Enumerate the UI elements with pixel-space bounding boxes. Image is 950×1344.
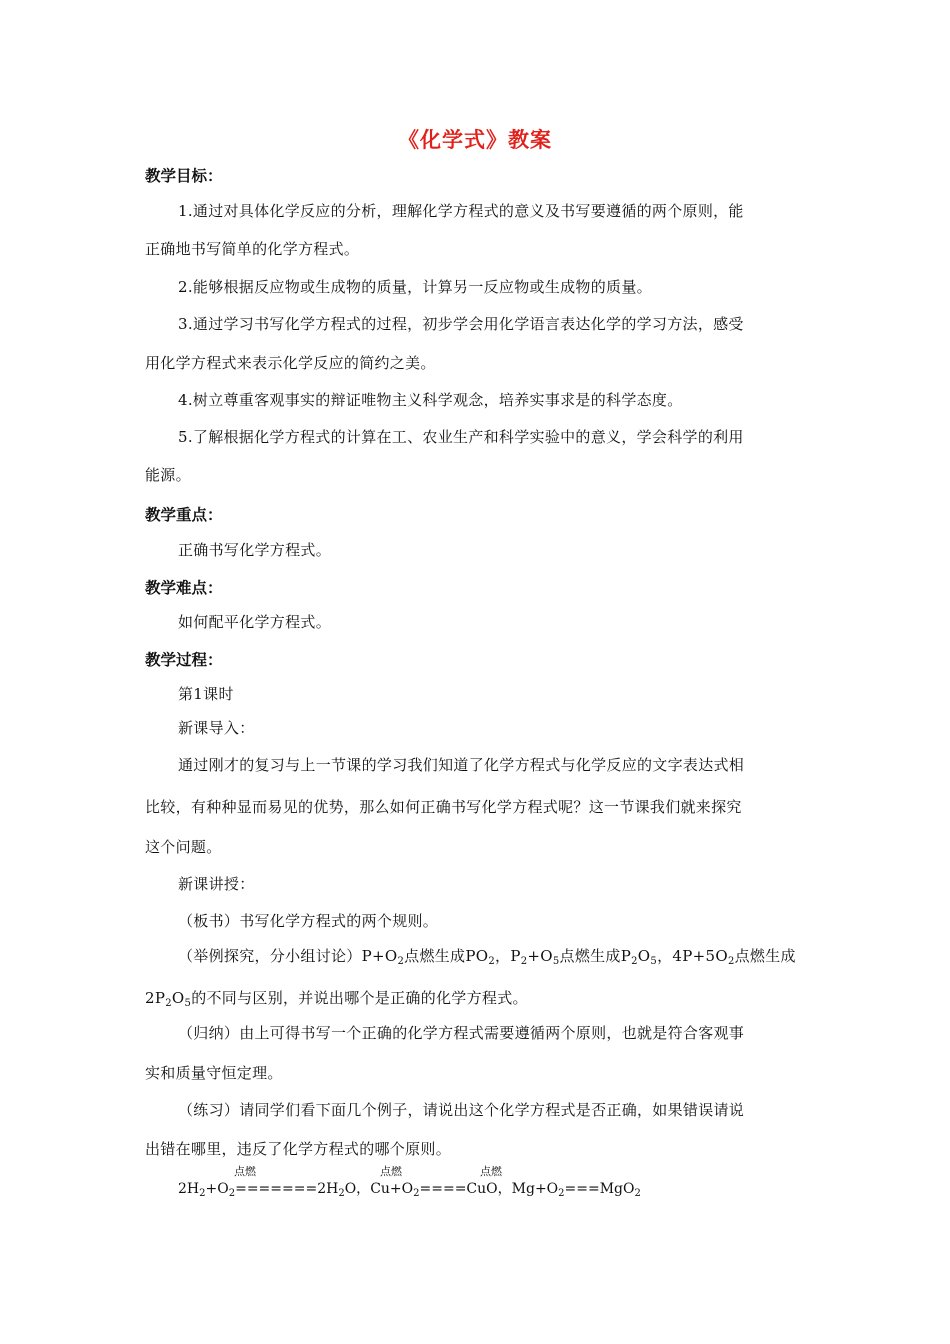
heading-objectives: 教学目标：: [145, 167, 223, 185]
board-note: （板书）书写化学方程式的两个规则。: [178, 912, 439, 930]
practice-line-2: 出错在哪里，违反了化学方程式的哪个原则。: [145, 1140, 452, 1158]
lesson-number: 第1课时: [178, 685, 234, 703]
objective-5-line-2: 能源。: [145, 466, 191, 484]
heading-process: 教学过程：: [145, 651, 223, 669]
heading-difficulty: 教学难点：: [145, 579, 223, 597]
objective-5-line-1: 5.了解根据化学方程式的计算在工、农业生产和科学实验中的意义，学会科学的利用: [178, 428, 744, 446]
key-point-text: 正确书写化学方程式。: [178, 541, 332, 559]
objective-4: 4.树立尊重客观事实的辩证唯物主义科学观念，培养实事求是的科学态度。: [178, 391, 683, 409]
objective-1-line-1: 1.通过对具体化学反应的分析，理解化学方程式的意义及书写要遵循的两个原则，能: [178, 202, 744, 220]
equation-2-condition: 点燃: [380, 1165, 402, 1178]
example-line-1: （举例探究，分小组讨论）$P+O_2$点燃生成$PO_2$，$P_2+O_5$点燃生成$P_2O_5$，$4P+5O_2$点燃生成: [178, 947, 796, 967]
equation-examples: [178, 1178, 641, 1199]
heading-key-point: 教学重点：: [145, 506, 223, 524]
lecture-label: 新课讲授：: [178, 875, 255, 893]
equation-1: $2H_2+O_2=======2H_2O$，: [178, 1181, 371, 1199]
intro-line-1: 通过刚才的复习与上一节课的学习我们知道了化学方程式与化学反应的文字表达式相: [178, 756, 745, 774]
intro-label: 新课导入：: [178, 719, 255, 737]
equation-2: $Cu+O_2====CuO$，: [370, 1181, 512, 1199]
document-title: 《化学式》教案: [398, 128, 552, 152]
intro-line-2: 比较，有种种显而易见的优势，那么如何正确书写化学方程式呢？这一节课我们就来探究: [145, 798, 742, 816]
difficulty-text: 如何配平化学方程式。: [178, 613, 332, 631]
equation-1-condition: 点燃: [234, 1165, 256, 1178]
summary-line-2: 实和质量守恒定理。: [145, 1064, 283, 1082]
objective-3-line-2: 用化学方程式来表示化学反应的简约之美。: [145, 354, 436, 372]
equation-3-condition: 点燃: [480, 1165, 502, 1178]
intro-line-3: 这个问题。: [145, 838, 222, 856]
objective-1-line-2: 正确地书写简单的化学方程式。: [145, 240, 360, 258]
summary-line-1: （归纳）由上可得书写一个正确的化学方程式需要遵循两个原则，也就是符合客观事: [178, 1024, 745, 1042]
equation-3: $Mg+O_2===MgO_2$: [511, 1181, 641, 1199]
objective-3-line-1: 3.通过学习书写化学方程式的过程，初步学会用化学语言表达化学的学习方法，感受: [178, 315, 744, 333]
objective-2: 2.能够根据反应物或生成物的质量，计算另一反应物或生成物的质量。: [178, 278, 652, 296]
example-line-2: $2P_2O_5$的不同与区别，并说出哪个是正确的化学方程式。: [145, 989, 528, 1009]
practice-line-1: （练习）请同学们看下面几个例子，请说出这个化学方程式是否正确，如果错误请说: [178, 1101, 745, 1119]
